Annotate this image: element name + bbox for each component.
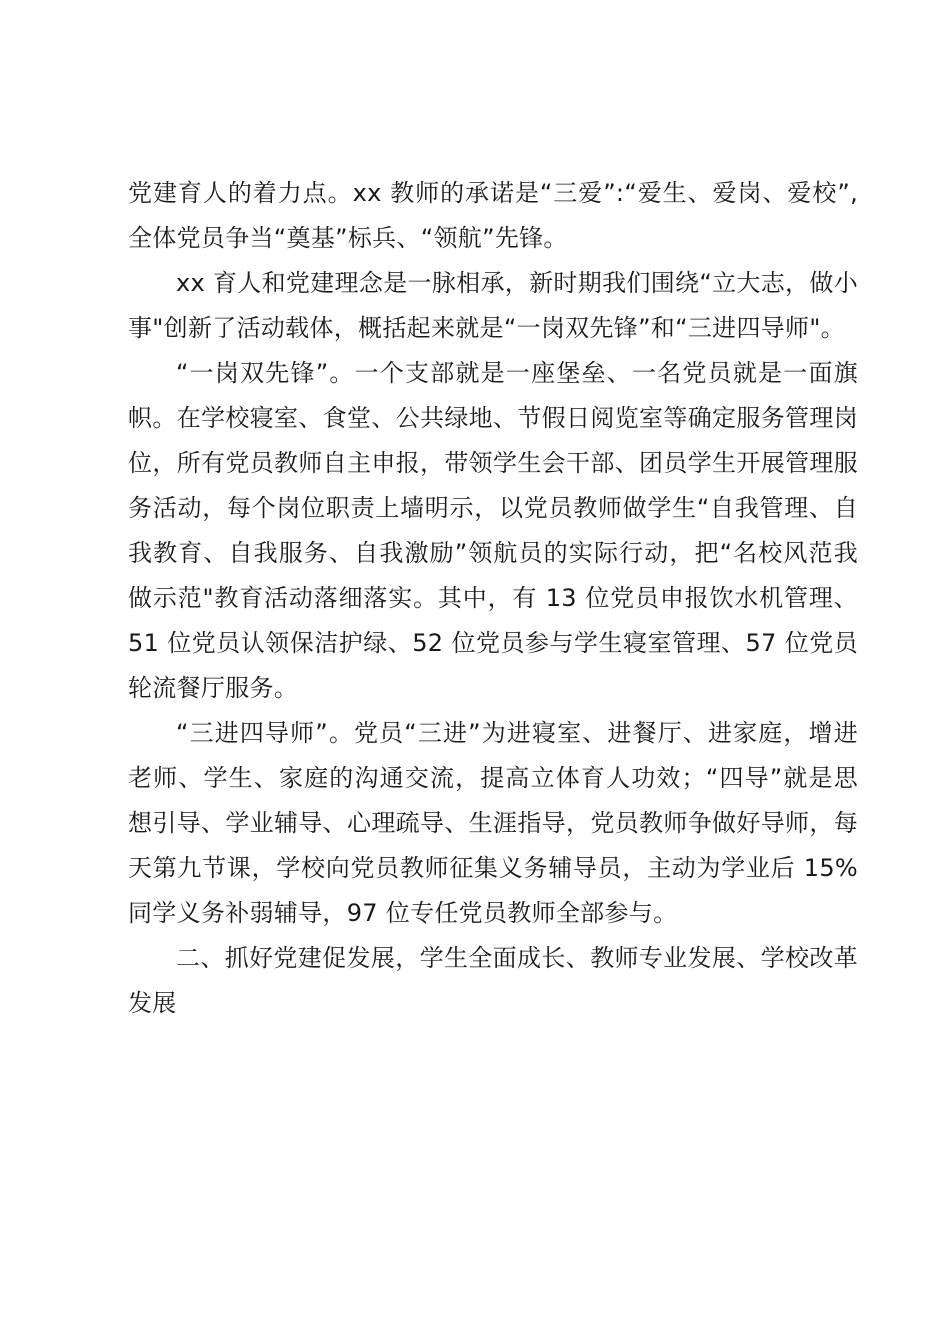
document-body <box>128 171 858 1026</box>
paragraph-1: 党建育人的着力点。xx 教师的承诺是“三爱”:“爱生、爱岗、爱校”,全体党员争当“奠基”标兵、“领航”先锋。 <box>128 179 858 252</box>
paragraph-2: xx 育人和党建理念是一脉相承，新时期我们围绕“立大志，做小事"创新了活动载体，概括起来就是“一岗双先锋”和“三进四导师"。 <box>128 269 858 342</box>
paragraph-4: “三进四导师”。党员“三进”为进寝室、进餐厅、进家庭，增进老师、学生、家庭的沟通交流，提高立体育人功效；“四导”就是思想引导、学业辅导、心理疏导、生涯指导，党员教师争做好导师，每天第九节课，学校向党员教师征集义务辅导员，主动为学业后 15%同学义务补弱辅导，97 位专任党员教师全部参与。 <box>128 719 858 927</box>
paragraph-3: “一岗双先锋”。一个支部就是一座堡垒、一名党员就是一面旗帜。在学校寝室、食堂、公共绿地、节假日阅览室等确定服务管理岗位，所有党员教师自主申报，带领学生会干部、团员学生开展管理服务活动，每个岗位职责上墙明示，以党员教师做学生“自我管理、自我教育、自我服务、自我激励”领航员的实际行动，把“名校风范我做示范"教育活动落细落实。其中，有 13 位党员申报饮水机管理、51 位党员认领保洁护绿、52 位党员参与学生寝室管理、57 位党员轮流餐厅服务。 <box>128 359 858 702</box>
section-heading-2: 二、抓好党建促发展，学生全面成长、教师专业发展、学校改革发展 <box>128 944 858 1017</box>
